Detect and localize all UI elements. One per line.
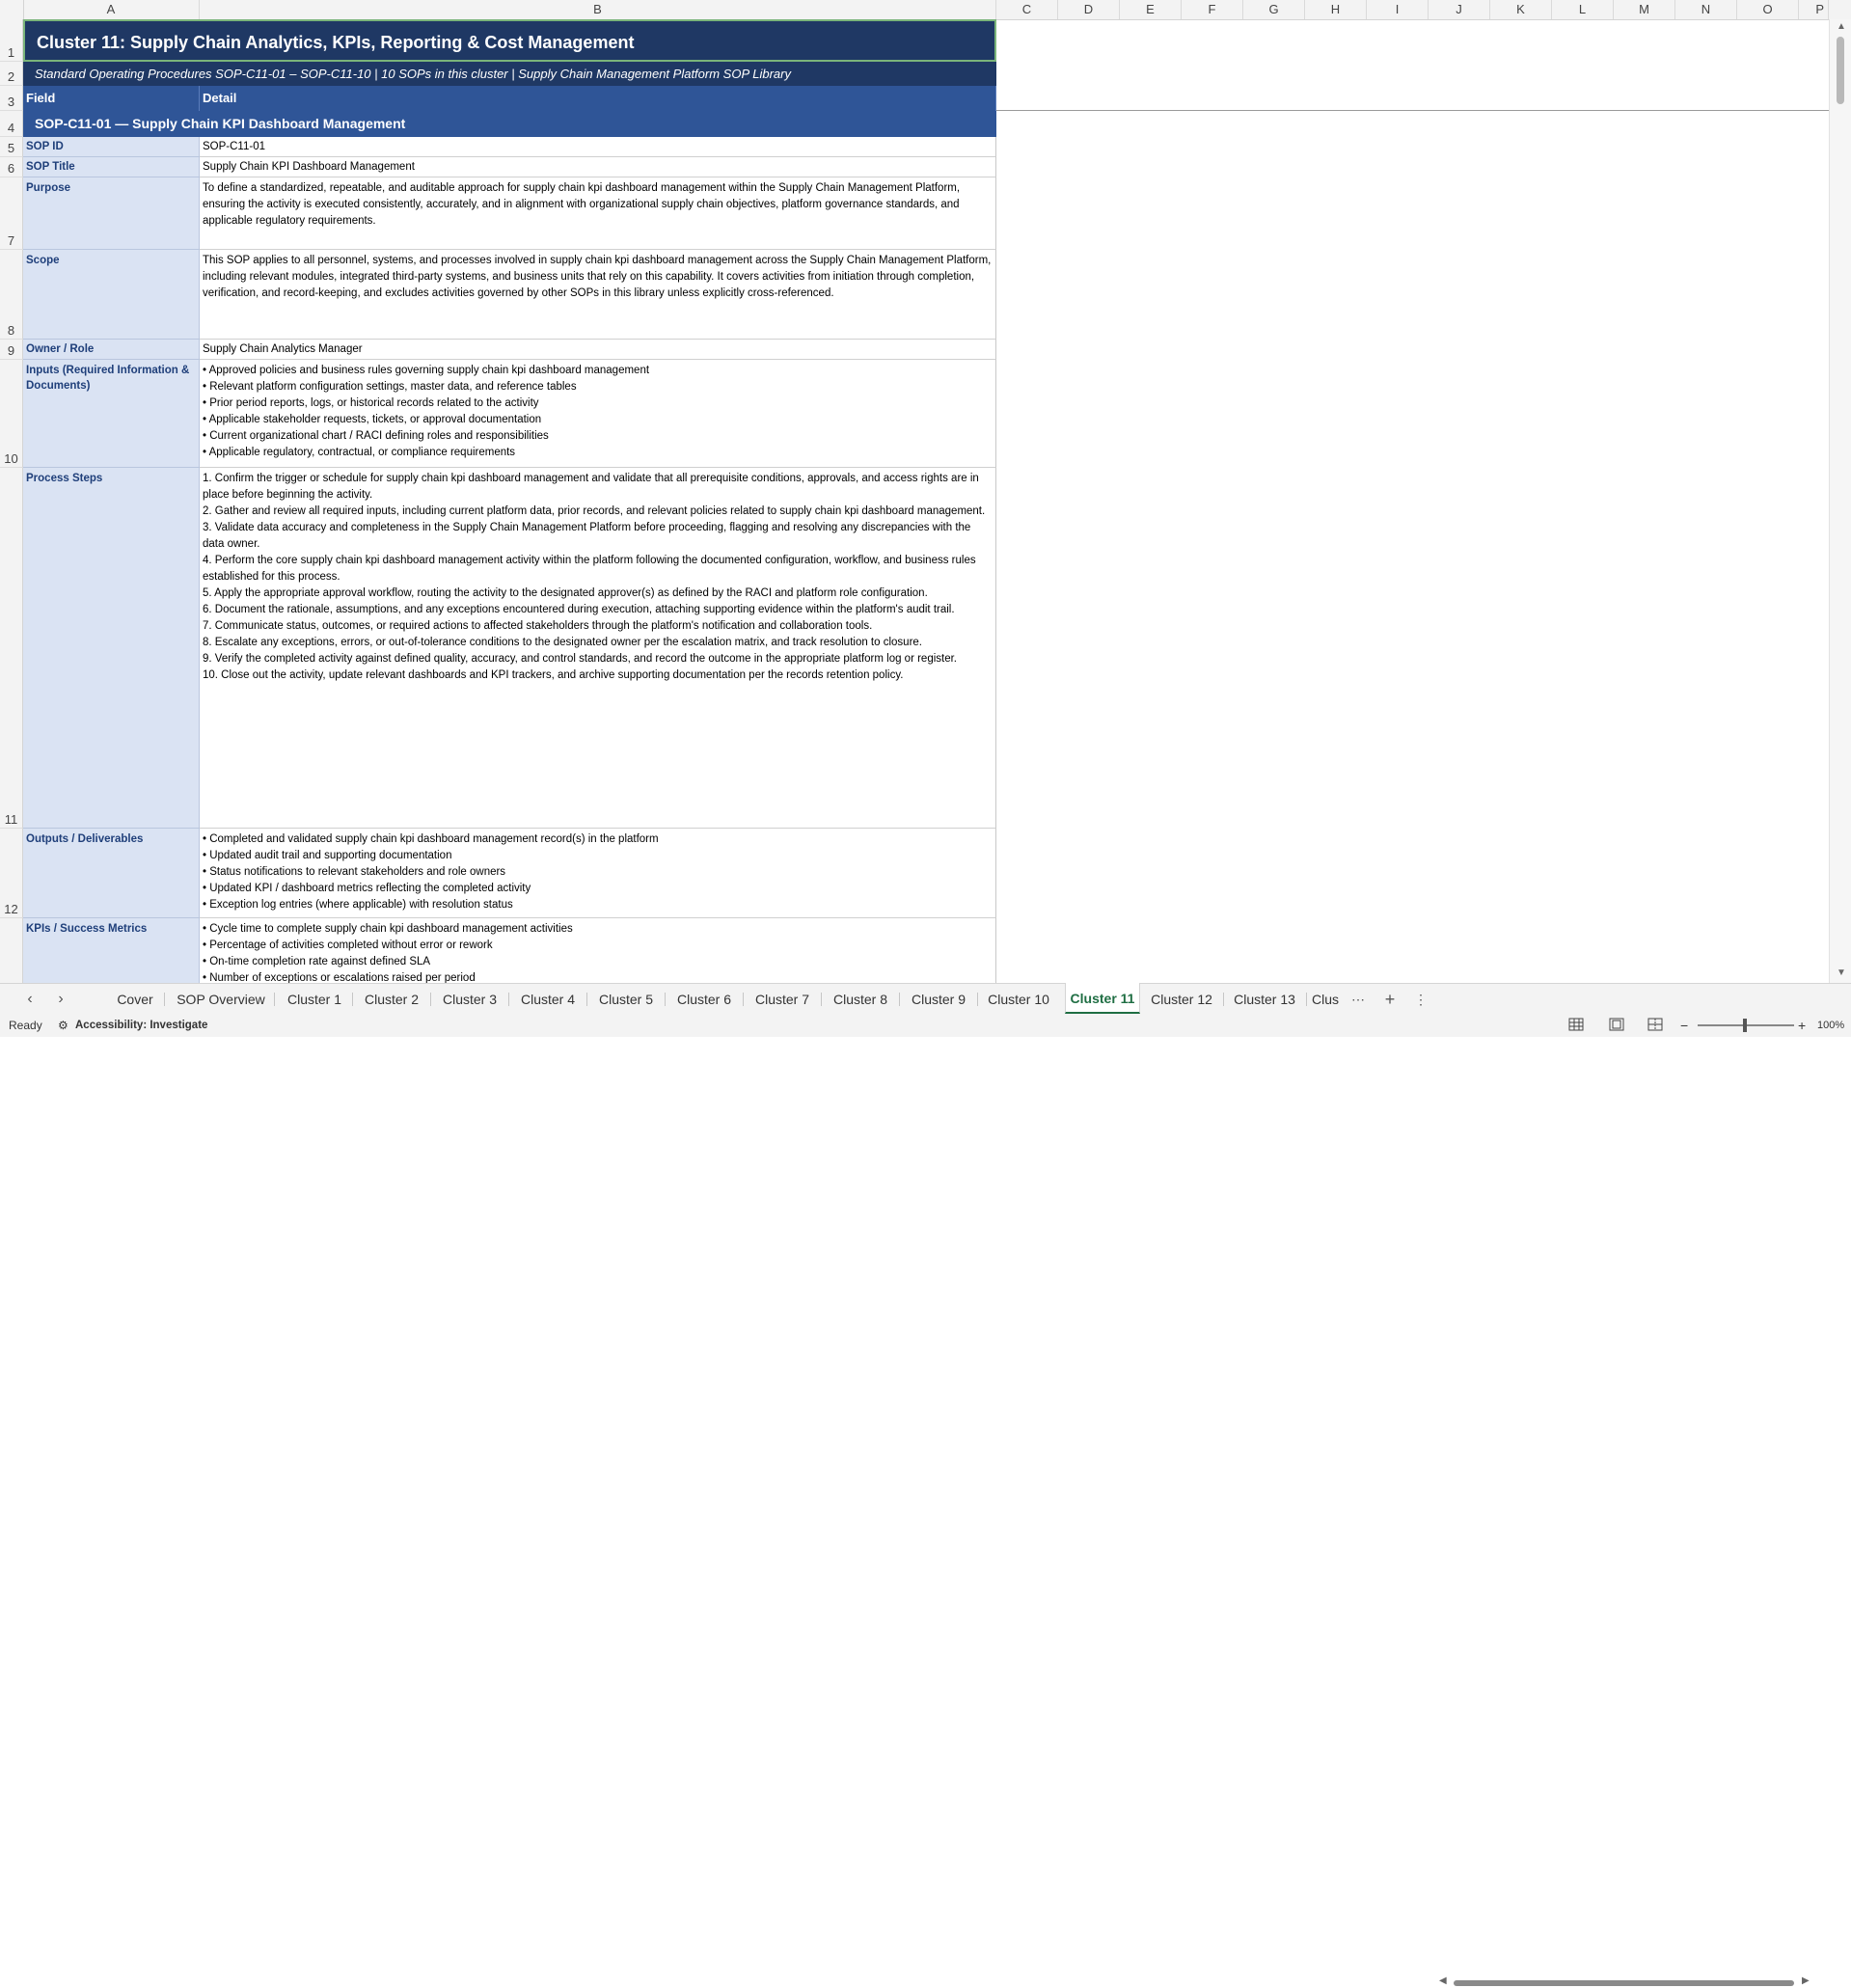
- tab-options-icon[interactable]: ⋮: [1414, 992, 1428, 1007]
- column-header-j[interactable]: J: [1429, 0, 1490, 19]
- tab-cluster-2[interactable]: Cluster 2: [364, 992, 420, 1007]
- field-label-outputs[interactable]: Outputs / Deliverables: [23, 829, 200, 918]
- column-header-b[interactable]: B: [200, 0, 996, 19]
- column-header-p[interactable]: P: [1799, 0, 1829, 19]
- horizontal-scrollbar[interactable]: [1435, 1975, 1821, 1988]
- row-header-3[interactable]: 3: [0, 86, 23, 111]
- row-header-12[interactable]: 12: [0, 829, 23, 918]
- tab-cluster-4[interactable]: Cluster 4: [520, 992, 576, 1007]
- column-header-a[interactable]: A: [23, 0, 200, 19]
- field-value-outputs[interactable]: • Completed and validated supply chain kpi dashboard management record(s) in the platform • Updated audit trail and supporting documentation • Status notifications to relevant stakeholders and role owners • Updated KPI / dashboard metrics reflecting the completed activity • Exception log entries (where applicable) with resolution status: [200, 829, 996, 918]
- field-label-sop-title[interactable]: SOP Title: [23, 157, 200, 177]
- field-value-kpis[interactable]: • Cycle time to complete supply chain kpi dashboard management activities • Percentage of activities completed without error or rework • On-time completion rate against defined SLA • Number of exceptions or escalations raised per period: [200, 918, 996, 983]
- tab-separator: [743, 993, 744, 1006]
- field-label-sop-id[interactable]: SOP ID: [23, 137, 200, 157]
- field-value-sop-id[interactable]: SOP-C11-01: [200, 137, 996, 157]
- tab-cover[interactable]: Cover: [117, 992, 153, 1007]
- column-header-k[interactable]: K: [1490, 0, 1552, 19]
- select-all-corner[interactable]: [0, 0, 24, 19]
- tab-separator: [430, 993, 431, 1006]
- tab-separator: [164, 993, 165, 1006]
- tab-separator: [821, 993, 822, 1006]
- column-header-g[interactable]: G: [1243, 0, 1305, 19]
- tab-cluster-8[interactable]: Cluster 8: [832, 992, 888, 1007]
- add-sheet-icon[interactable]: +: [1384, 990, 1396, 1009]
- row-header-9[interactable]: 9: [0, 340, 23, 360]
- tab-separator: [586, 993, 587, 1006]
- tab-scroll-right-icon[interactable]: ›: [58, 991, 64, 1007]
- column-header-n[interactable]: N: [1675, 0, 1737, 19]
- row-header-2[interactable]: 2: [0, 62, 23, 86]
- page-layout-view-icon[interactable]: [1609, 1018, 1630, 1033]
- row-header-5[interactable]: 5: [0, 137, 23, 157]
- vertical-scroll-thumb[interactable]: [1837, 37, 1844, 104]
- field-label-purpose[interactable]: Purpose: [23, 177, 200, 250]
- zoom-level[interactable]: 100%: [1817, 1020, 1845, 1031]
- tab-separator: [1306, 993, 1307, 1006]
- tab-separator: [274, 993, 275, 1006]
- tab-cluster-5[interactable]: Cluster 5: [598, 992, 654, 1007]
- tab-cluster-13[interactable]: Cluster 13: [1234, 992, 1295, 1007]
- divider-line: [996, 110, 1829, 111]
- row-header-10[interactable]: 10: [0, 360, 23, 468]
- accessibility-icon[interactable]: ⚙: [58, 1019, 68, 1032]
- tab-sop-overview[interactable]: SOP Overview: [177, 992, 265, 1007]
- sheet-title[interactable]: Cluster 11: Supply Chain Analytics, KPIs, Reporting & Cost Management: [23, 19, 996, 62]
- row-header-8[interactable]: 8: [0, 250, 23, 340]
- field-value-process-steps[interactable]: 1. Confirm the trigger or schedule for supply chain kpi dashboard management and validate that all prerequisite conditions, approvals, and access rights are in place before beginning the activity. 2. Gather and review all required inputs, including current platform data, prior records, and relevant policies related to supply chain kpi dashboard management. 3. Validate data accuracy and completeness in the Supply Chain Management Platform before proceeding, flagging and resolving any discrepancies with the data owner. 4. Perform the core supply chain kpi dashboard management activity within the platform following the documented configuration, workflow, and business rules established for this process. 5. Apply the appropriate approval workflow, routing the activity to the designated approver(s) as defined by the RACI and platform role configuration. 6. Document the rationale, assumptions, and any exceptions encountered during execution, attaching supporting evidence within the platform's audit trail. 7. Communicate status, outcomes, or required actions to affected stakeholders through the platform's notification and collaboration tools. 8. Escalate any exceptions, errors, or out-of-tolerance conditions to the designated owner per the escalation matrix, and track resolution to closure. 9. Verify the completed activity against defined quality, accuracy, and control standards, and record the outcome in the appropriate platform log or register. 10. Close out the activity, update relevant dashboards and KPI trackers, and archive supporting documentation per the records retention policy.: [200, 468, 996, 829]
- field-value-inputs[interactable]: • Approved policies and business rules governing supply chain kpi dashboard management • Relevant platform configuration settings, master data, and reference tables • Prior period reports, logs, or historical records related to the activity • Applicable stakeholder requests, tickets, or approval documentation • Current organizational chart / RACI defining roles and responsibilities • Applicable regulatory, contractual, or compliance requirements: [200, 360, 996, 468]
- field-label-scope[interactable]: Scope: [23, 250, 200, 340]
- zoom-in-icon[interactable]: +: [1798, 1018, 1807, 1033]
- column-header-c[interactable]: C: [996, 0, 1058, 19]
- scroll-left-icon[interactable]: ◀: [1439, 1975, 1447, 1986]
- tab-cluster-10[interactable]: Cluster 10: [988, 992, 1049, 1007]
- row-header-4[interactable]: 4: [0, 111, 23, 137]
- field-label-kpis[interactable]: KPIs / Success Metrics: [23, 918, 200, 983]
- zoom-out-icon[interactable]: −: [1680, 1018, 1689, 1033]
- sheet-subtitle[interactable]: Standard Operating Procedures SOP-C11-01 – SOP-C11-10 | 10 SOPs in this cluster | Supply Chain Management Platform SOP Library: [23, 62, 996, 86]
- page-break-view-icon[interactable]: [1647, 1018, 1669, 1033]
- field-value-sop-title[interactable]: Supply Chain KPI Dashboard Management: [200, 157, 996, 177]
- column-header-e[interactable]: E: [1120, 0, 1182, 19]
- tab-separator: [665, 993, 666, 1006]
- header-field[interactable]: Field: [23, 86, 200, 111]
- tab-scroll-left-icon[interactable]: ‹: [27, 991, 33, 1007]
- tab-separator: [899, 993, 900, 1006]
- column-header-h[interactable]: H: [1305, 0, 1367, 19]
- field-value-owner[interactable]: Supply Chain Analytics Manager: [200, 340, 996, 360]
- zoom-slider-knob[interactable]: [1743, 1019, 1747, 1032]
- accessibility-status[interactable]: Accessibility: Investigate: [75, 1020, 208, 1031]
- column-header-i[interactable]: I: [1367, 0, 1429, 19]
- scroll-down-icon[interactable]: ▼: [1837, 967, 1846, 978]
- field-label-owner[interactable]: Owner / Role: [23, 340, 200, 360]
- tab-cluster-11[interactable]: Cluster 11: [1065, 983, 1140, 1014]
- horizontal-scroll-thumb[interactable]: [1454, 1980, 1794, 1986]
- tab-separator: [508, 993, 509, 1006]
- column-header-f[interactable]: F: [1182, 0, 1243, 19]
- row-header-6[interactable]: 6: [0, 157, 23, 177]
- scroll-up-icon[interactable]: ▲: [1837, 21, 1846, 32]
- column-header-m[interactable]: M: [1614, 0, 1675, 19]
- row-header-1[interactable]: 1: [0, 19, 23, 62]
- tab-cluster-7[interactable]: Cluster 7: [754, 992, 810, 1007]
- column-header-o[interactable]: O: [1737, 0, 1799, 19]
- row-header-7[interactable]: 7: [0, 177, 23, 250]
- tab-cluster-truncated[interactable]: Clus: [1312, 992, 1340, 1007]
- column-header-bar: [0, 0, 1851, 20]
- header-detail[interactable]: Detail: [200, 86, 996, 111]
- field-label-inputs[interactable]: Inputs (Required Information & Documents): [23, 360, 200, 468]
- status-ready: Ready: [9, 1019, 42, 1032]
- vertical-scrollbar[interactable]: [1829, 19, 1851, 983]
- tab-cluster-1[interactable]: Cluster 1: [286, 992, 342, 1007]
- more-tabs-icon[interactable]: ⋯: [1351, 992, 1365, 1007]
- tab-cluster-9[interactable]: Cluster 9: [911, 992, 966, 1007]
- field-label-process-steps[interactable]: Process Steps: [23, 468, 200, 829]
- normal-view-icon[interactable]: [1568, 1018, 1590, 1033]
- field-value-purpose[interactable]: To define a standardized, repeatable, and auditable approach for supply chain kpi dashboard management within the Supply Chain Management Platform, ensuring the activity is executed consistently, accurately, and in alignment with organizational supply chain objectives, platform governance standards, and applicable regulatory requirements.: [200, 177, 996, 250]
- tab-cluster-12[interactable]: Cluster 12: [1151, 992, 1212, 1007]
- sop-heading[interactable]: SOP-C11-01 — Supply Chain KPI Dashboard Management: [23, 111, 996, 137]
- tab-cluster-3[interactable]: Cluster 3: [442, 992, 498, 1007]
- row-header-11[interactable]: 11: [0, 468, 23, 829]
- tab-separator: [1223, 993, 1224, 1006]
- column-header-d[interactable]: D: [1058, 0, 1120, 19]
- tab-separator: [977, 993, 978, 1006]
- tab-cluster-6[interactable]: Cluster 6: [676, 992, 732, 1007]
- scroll-right-icon[interactable]: ▶: [1802, 1975, 1810, 1986]
- column-header-l[interactable]: L: [1552, 0, 1614, 19]
- status-bar: [0, 1014, 1851, 1037]
- field-value-scope[interactable]: This SOP applies to all personnel, systems, and processes involved in supply chain kpi dashboard management across the Supply Chain Management Platform, including relevant modules, integrated third-party systems, and business units that rely on this capability. It covers activities from initiation through completion, verification, and record-keeping, and excludes activities governed by other SOPs in this library unless explicitly cross-referenced.: [200, 250, 996, 340]
- tab-separator: [352, 993, 353, 1006]
